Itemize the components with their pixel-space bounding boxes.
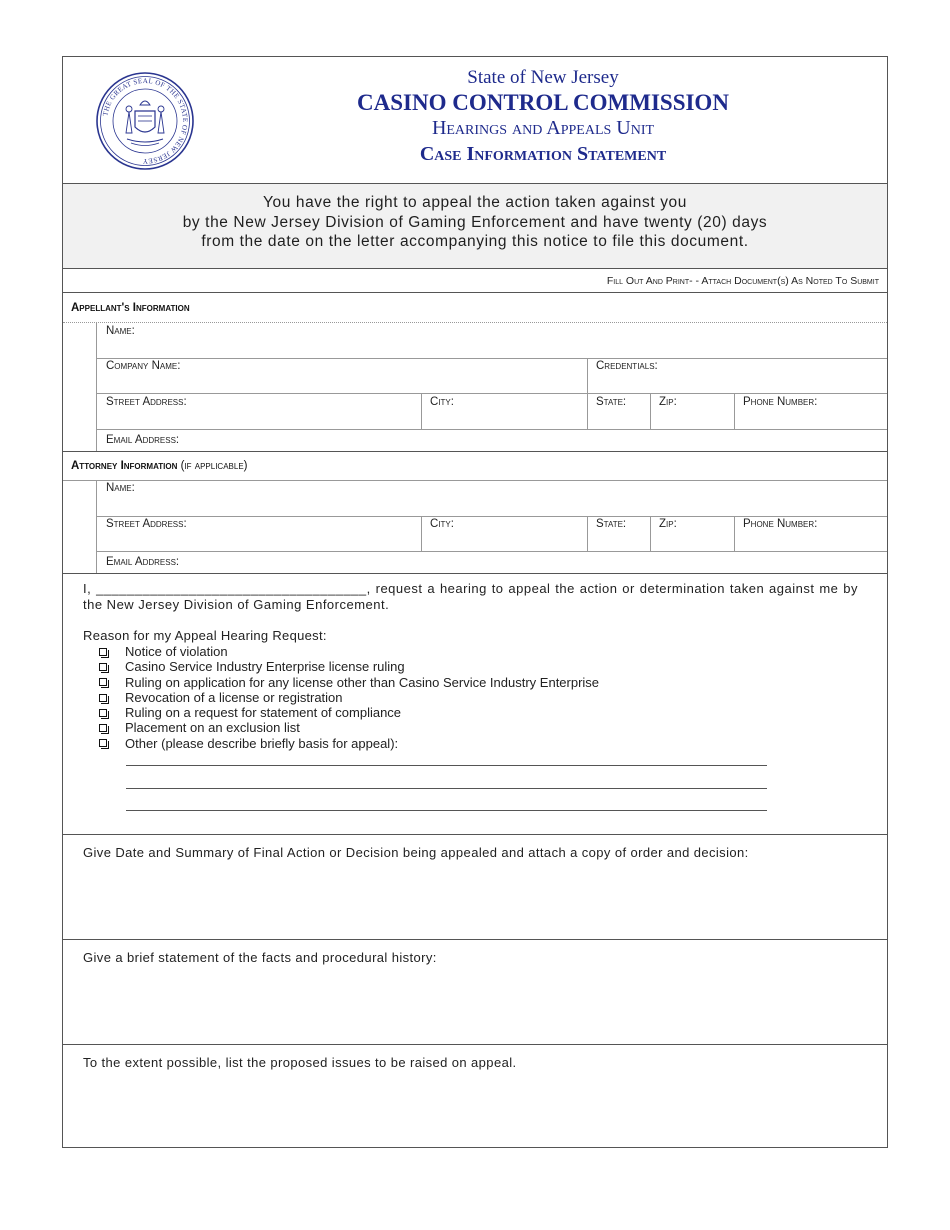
reason-label: Ruling on application for any license other than Casino Service Industry Enterprise (125, 674, 600, 690)
reason-option[interactable] (99, 720, 599, 735)
divider (421, 393, 422, 429)
reason-title: Reason for my Appeal Hearing Request: (83, 628, 327, 643)
divider (63, 939, 887, 940)
reason-option[interactable] (99, 690, 599, 705)
appellant-email-field[interactable]: Email Address: (106, 434, 180, 446)
checkbox[interactable] (99, 739, 107, 747)
reason-label: Revocation of a license or registration (125, 689, 343, 705)
other-reason-line-2[interactable] (126, 788, 767, 789)
other-reason-line-3[interactable] (126, 810, 767, 811)
state-name: State of New Jersey (467, 67, 619, 88)
issues-prompt: To the extent possible, list the proposed issues to be raised on appeal. (83, 1055, 517, 1070)
attorney-email-field[interactable]: Email Address: (106, 556, 180, 568)
reason-label: Notice of violation (125, 644, 228, 659)
divider (63, 480, 887, 481)
divider (96, 429, 887, 430)
appellant-credentials-field[interactable]: Credentials: (596, 360, 658, 372)
attorney-section-title (71, 460, 248, 472)
state-seal-icon (95, 71, 195, 171)
commission-name: CASINO CONTROL COMMISSION (357, 90, 729, 115)
divider (734, 516, 735, 551)
divider (63, 1044, 887, 1045)
appeal-request-statement: I, ___________________________________, request a hearing to appeal the action or determination taken against me by the New Jersey Division of Gaming Enforcement. (83, 581, 858, 612)
appellant-company-field[interactable]: Company Name: (106, 360, 181, 372)
divider (96, 481, 97, 573)
appeal-rights-notice (63, 184, 887, 269)
form-title: Case Information Statement (419, 143, 667, 165)
notice-line-3: from the date on the letter accompanying this notice to file this document. (201, 233, 749, 250)
submit-instructions: Fill Out And Print- - Attach Document(s) As Noted To Submit (63, 270, 887, 293)
appellant-city-field[interactable]: City: (430, 396, 454, 408)
divider (63, 573, 887, 574)
case-information-form (62, 56, 888, 1148)
appellant-state-field[interactable]: State: (596, 396, 627, 408)
divider (63, 834, 887, 835)
divider (96, 551, 887, 552)
attorney-state-field[interactable]: State: (596, 518, 627, 530)
checkbox[interactable] (99, 709, 107, 717)
form-header (63, 57, 887, 184)
attorney-name-field[interactable]: Name: (106, 482, 135, 494)
divider (96, 393, 887, 394)
reason-option[interactable] (99, 659, 599, 674)
appellant-section-title: Appellant's Information (71, 302, 190, 314)
divider (587, 516, 588, 551)
seal-text: THE GREAT SEAL OF THE STATE OF NEW JERSEY (101, 76, 190, 166)
notice-line-1: You have the right to appeal the action taken against you (262, 194, 687, 211)
attorney-title: Attorney Information (71, 460, 178, 472)
checkbox[interactable] (99, 724, 107, 732)
reason-option[interactable] (99, 736, 599, 751)
divider (96, 323, 97, 451)
final-action-prompt: Give Date and Summary of Final Action or Decision being appealed and attach a copy of order and decision: (83, 845, 749, 860)
attorney-zip-field[interactable]: Zip: (659, 518, 677, 530)
reason-option[interactable] (99, 644, 599, 659)
reason-option[interactable] (99, 675, 599, 690)
reason-checklist (99, 644, 599, 751)
reason-option[interactable] (99, 705, 599, 720)
attorney-city-field[interactable]: City: (430, 518, 454, 530)
divider (650, 393, 651, 429)
divider (96, 516, 887, 517)
attorney-street-field[interactable]: Street Address: (106, 518, 187, 530)
reason-label: Casino Service Industry Enterprise license ruling (125, 659, 405, 675)
checkbox[interactable] (99, 678, 107, 686)
appellant-name-field[interactable]: Name: (106, 325, 135, 337)
appellant-zip-field[interactable]: Zip: (659, 396, 677, 408)
divider (63, 322, 887, 323)
facts-prompt: Give a brief statement of the facts and procedural history: (83, 950, 437, 965)
reason-label: Ruling on a request for statement of compliance (125, 705, 402, 721)
checkbox[interactable] (99, 663, 107, 671)
reason-label: Placement on an exclusion list (125, 720, 300, 736)
reason-label: Other (please describe briefly basis for appeal): (125, 735, 399, 751)
attorney-title-sub: (if applicable) (180, 460, 248, 472)
unit-name: Hearings and Appeals Unit (431, 117, 655, 139)
header-titles (333, 67, 753, 167)
other-reason-line-1[interactable] (126, 765, 767, 766)
appellant-street-field[interactable]: Street Address: (106, 396, 187, 408)
appellant-phone-field[interactable]: Phone Number: (743, 396, 818, 408)
notice-line-2: by the New Jersey Division of Gaming Enforcement and have twenty (20) days (182, 213, 768, 231)
checkbox[interactable] (99, 648, 107, 656)
divider (650, 516, 651, 551)
divider (734, 393, 735, 429)
divider (421, 516, 422, 551)
divider (96, 358, 887, 359)
attorney-phone-field[interactable]: Phone Number: (743, 518, 818, 530)
divider (63, 451, 887, 452)
checkbox[interactable] (99, 694, 107, 702)
